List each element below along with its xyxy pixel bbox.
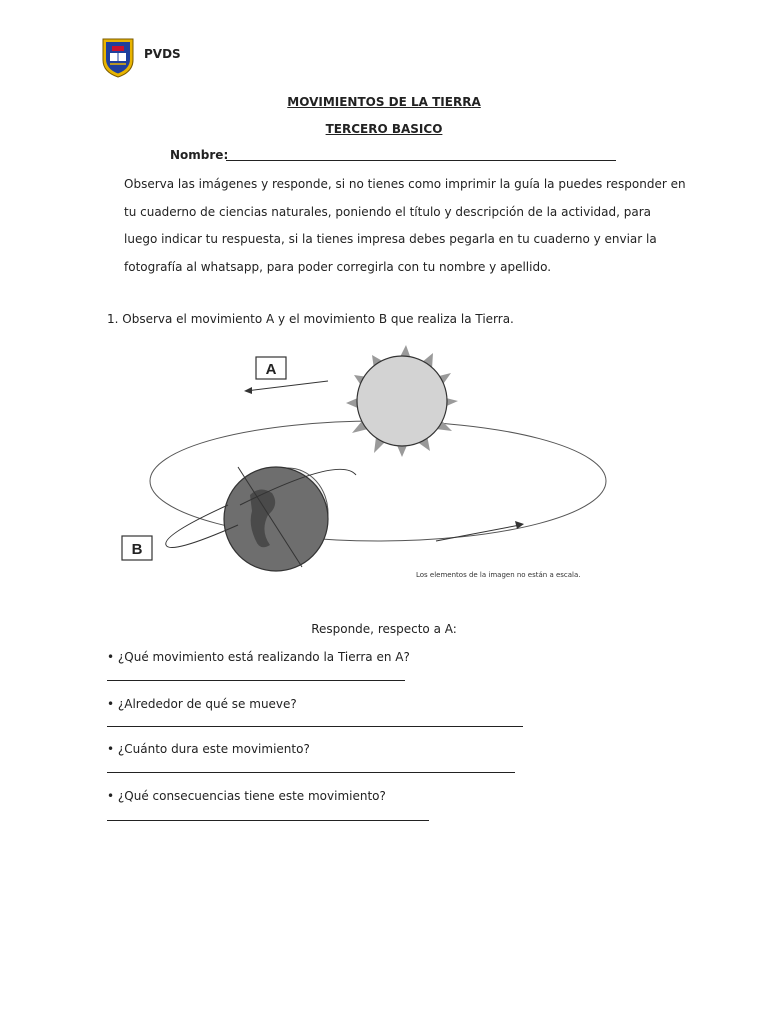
school-shield-logo xyxy=(101,36,135,78)
question-a2: • ¿Alrededor de qué se mueve? xyxy=(107,697,297,711)
label-a-text: A xyxy=(265,361,277,378)
instructions-line: Observa las imágenes y responde, si no tienes como imprimir la guía la puedes responder en xyxy=(124,177,686,191)
worksheet-title: MOVIMIENTOS DE LA TIERRA xyxy=(287,95,481,109)
name-label: Nombre: xyxy=(170,148,229,162)
figure-caption: Los elementos de la imagen no están a escala. xyxy=(416,571,581,579)
instructions-line: tu cuaderno de ciencias naturales, poniendo el título y descripción de la actividad, para xyxy=(124,204,651,219)
grade-title: TERCERO BASICO xyxy=(325,122,443,136)
instructions-line: luego indicar tu respuesta, si la tienes impresa debes pegarla en tu cuaderno y enviar la xyxy=(124,232,657,246)
name-answer-line xyxy=(226,160,616,161)
answer-line-a1 xyxy=(107,680,405,681)
earth-movements-diagram xyxy=(110,345,610,585)
arrow-a xyxy=(246,381,328,391)
instructions-line: fotografía al whatsapp, para poder corregirla con tu nombre y apellido. xyxy=(124,259,552,274)
question-a4: • ¿Qué consecuencias tiene este movimiento? xyxy=(107,789,386,803)
instructions-paragraph xyxy=(124,171,686,281)
sun-icon xyxy=(357,356,447,446)
question-a3: • ¿Cuánto dura este movimiento? xyxy=(107,742,310,756)
answer-line-a4 xyxy=(107,820,429,821)
answer-line-a3 xyxy=(107,772,515,773)
answer-line-a2 xyxy=(107,726,523,727)
school-name: PVDS xyxy=(144,47,181,61)
arrow-orbit-right xyxy=(436,525,520,541)
label-b-text: B xyxy=(131,541,143,558)
earth-icon xyxy=(224,467,328,571)
question-a1: • ¿Qué movimiento está realizando la Tierra en A? xyxy=(107,650,410,664)
respond-heading: Responde, respecto a A: xyxy=(311,622,457,636)
question-1-text: 1. Observa el movimiento A y el movimiento B que realiza la Tierra. xyxy=(107,312,514,326)
